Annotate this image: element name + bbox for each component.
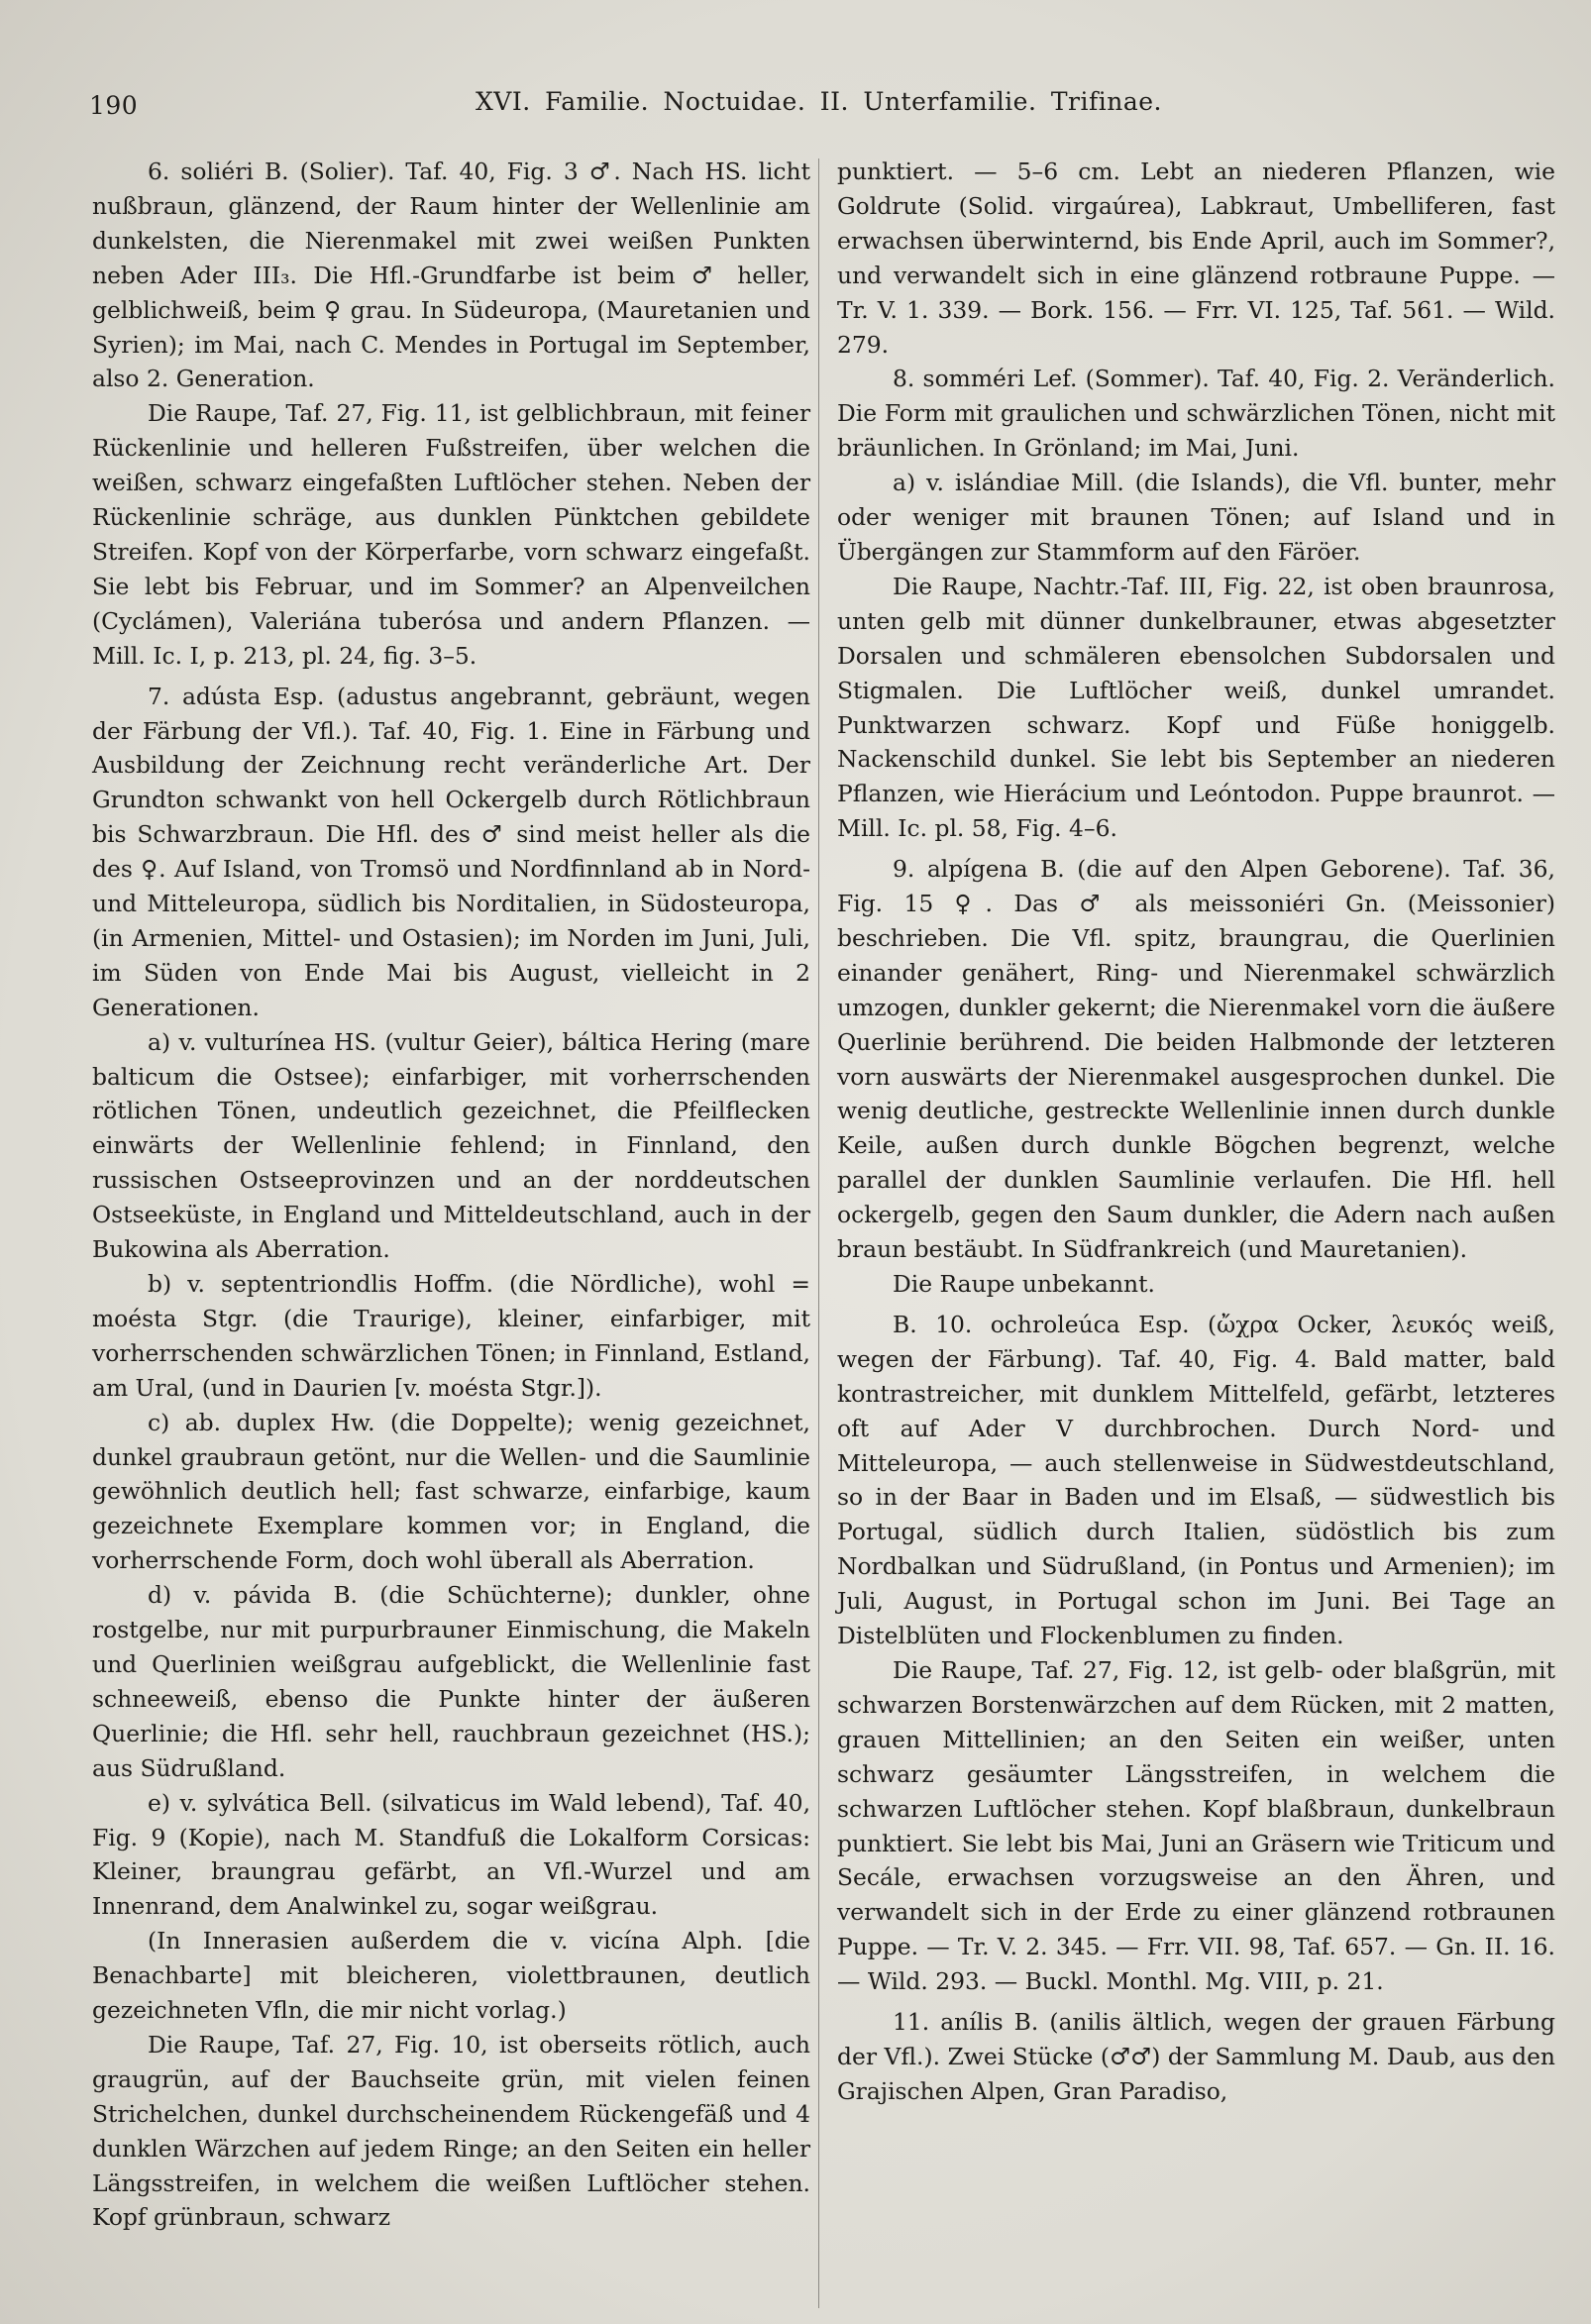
- paragraph-adusta-b: b) v. septentriondlis Hoffm. (die Nördliche), wohl = moésta Stgr. (die Traurige), kleiner, einfarbiger, mit vorherrschenden schwärzlichen Tönen; in Finnland, Estland, am Ural, (und in Daurien [v. moésta Stgr.]).: [92, 1270, 810, 1402]
- paragraph-adusta-a: a) v. vulturínea HS. (vultur Geier), báltica Hering (mare balticum die Ostsee); einfarbiger, mit vorherrschenden rötlichen Tönen, undeutlich gezeichnet, die Pfeilflecken einwärts der Wellenlinie fehlend; in Finnland, den russischen Ostseeprovinzen und an der norddeutschen Ostseeküste, in England und Mitteldeutschland, auch in der Bukowina als Aberration.: [92, 1027, 810, 1264]
- page-number: 190: [89, 91, 139, 120]
- paragraph-ochroleuca: B. 10. ochroleúca Esp. (ὤχρα Ocker, λευκός weiß, wegen der Färbung). Taf. 40, Fig. 4. Bald matter, bald kontrastreicher, mit dunklem Mittelfeld, gefärbt, letzteres oft auf Ader V durchbrochen. Durch Nord- und Mitteleuropa, — auch stellenweise in Südwestdeutschland, so in der Baar in Baden und im Elsaß, — südwestlich bis Portugal, südlich durch Italien, südöstlich bis zum Nordbalkan und Südrußland, (in Pontus und Armenien); im Juli, August, in Portugal schon im Juni. Bei Tage an Distelblüten und Flockenblumen zu finden.: [837, 1310, 1555, 1650]
- running-title: XVI. Familie. Noctuidae. II. Unterfamilie. Trifinae.: [476, 87, 1162, 116]
- paragraph-ochroleuca-raupe: Die Raupe, Taf. 27, Fig. 12, ist gelb- oder blaßgrün, mit schwarzen Borstenwärzchen auf dem Rücken, mit 2 matten, grauen Mittellinien; an den Seiten ein weißer, unten schwarz gesäumter Längsstreifen, in welchem die schwarzen Luftlöcher stehen. Kopf blaßbraun, dunkelbraun punktiert. Sie lebt bis Mai, Juni an Gräsern wie Triticum und Secále, erwachsen vorzugsweise an den Ähren, und verwandelt sich in der Erde zu einer glänzend rotbraunen Puppe. — Tr. V. 2. 345. — Frr. VII. 98, Taf. 657. — Gn. II. 16. — Wild. 293. — Buckl. Monthl. Mg. VIII, p. 21.: [837, 1655, 1555, 1996]
- paragraph-adusta-raupe: Die Raupe, Taf. 27, Fig. 10, ist oberseits rötlich, auch graugrün, auf der Bauchseite grün, mit vielen feinen Strichelchen, dunkel durchscheinendem Rückengefäß und 4 dunklen Wärzchen auf jedem Ringe; an den Seiten ein heller Längsstreifen, in welchem die weißen Luftlöcher stehen. Kopf grünbraun, schwarz: [92, 2030, 810, 2232]
- paragraph-adusta-e: e) v. sylvática Bell. (silvaticus im Wald lebend), Taf. 40, Fig. 9 (Kopie), nach M. Standfuß die Lokalform Corsicas: Kleiner, braungrau gefärbt, an Vfl.-Wurzel und am Innenrand, dem Analwinkel zu, sogar weißgrau.: [92, 1788, 810, 1921]
- paragraph-soliieri: 6. soliéri B. (Solier). Taf. 40, Fig. 3 ♂. Nach HS. licht nußbraun, glänzend, der Raum hinter der Wellenlinie am dunkelsten, die Nierenmakel mit zwei weißen Punkten neben Ader III₃. Die Hfl.-Grundfarbe ist beim ♂ heller, gelblichweiß, beim ♀ grau. In Südeuropa, (Mauretanien und Syrien); im Mai, nach C. Mendes in Portugal im September, also 2. Generation.: [92, 158, 810, 393]
- paragraph-soliieri-raupe: Die Raupe, Taf. 27, Fig. 11, ist gelblichbraun, mit feiner Rückenlinie und helleren Fußstreifen, über welchen die weißen, schwarz eingefaßten Luftlöcher stehen. Neben der Rückenlinie schräge, aus dunklen Pünktchen gebildete Streifen. Kopf von der Körperfarbe, vorn schwarz eingefaßt. Sie lebt bis Februar, und im Sommer? an Alpenveilchen (Cyclámen), Valeriána tuberósa und andern Pflanzen. — Mill. Ic. I, p. 213, pl. 24, fig. 3–5.: [92, 399, 810, 670]
- paragraph-anilis: 11. anílis B. (anilis ältlich, wegen der grauen Färbung der Vfl.). Zwei Stücke (♂♂) der Sammlung M. Daub, aus den Grajischen Alpen, Gran Paradiso,: [837, 2008, 1555, 2105]
- paragraph-alpigena-raupe: Die Raupe unbekannt.: [893, 1270, 1155, 1298]
- column-divider: [818, 158, 819, 2308]
- paragraph-adusta-note: (In Innerasien außerdem die v. vicína Alph. [die Benachbarte] mit bleicheren, violettbraunen, deutlich gezeichneten Vfln, die mir nicht vorlag.): [92, 1927, 810, 2025]
- right-column: [837, 155, 1555, 2109]
- paragraph-sommeri-raupe: Die Raupe, Nachtr.-Taf. III, Fig. 22, ist oben braunrosa, unten gelb mit dünner dunkelbrauner, etwas abgesetzter Dorsalen und schmäleren ebensolchen Subdorsalen und Stigmalen. Die Luftlöcher weiß, dunkel umrandet. Punktwarzen schwarz. Kopf und Füße honiggelb. Nackenschild dunkel. Sie lebt bis September an niederen Pflanzen, wie Hierácium und Leóntodon. Puppe braunrot. — Mill. Ic. pl. 58, Fig. 4–6.: [837, 572, 1555, 843]
- paragraph-adusta-c: c) ab. duplex Hw. (die Doppelte); wenig gezeichnet, dunkel graubraun getönt, nur die Wellen- und die Saumlinie gewöhnlich deutlich hell; fast schwarze, einfarbige, kaum gezeichnete Exemplare kommen vor; in England, die vorherrschende Form, doch wohl überall als Aberration.: [92, 1408, 810, 1575]
- paragraph-adusta-d: d) v. pávida B. (die Schüchterne); dunkler, ohne rostgelbe, nur mit purpurbrauner Einmischung, die Makeln und Querlinien weißgrau aufgeblickt, die Wellenlinie fast schneeweiß, ebenso die Punkte hinter der äußeren Querlinie; die Hfl. sehr hell, rauchbraun gezeichnet (HS.); aus Südrußland.: [92, 1581, 810, 1782]
- paragraph-sommeri-a: a) v. islándiae Mill. (die Islands), die Vfl. bunter, mehr oder weniger mit braunen Tönen; auf Island und in Übergängen zur Stammform auf den Färöer.: [837, 469, 1555, 566]
- paragraph-alpigena: 9. alpígena B. (die auf den Alpen Geborene). Taf. 36, Fig. 15 ♀. Das ♂ als meissoniéri Gn. (Meissonier) beschrieben. Die Vfl. spitz, braungrau, die Querlinien einander genähert, Ring- und Nierenmakel schwärzlich umzogen, dunkler gekernt; die Nierenmakel vorn die äußere Querlinie berührend. Die beiden Halbmonde der letzteren vorn auswärts der Nierenmakel ausgesprochen dunkel. Die wenig deutliche, gestreckte Wellenlinie innen durch dunkle Keile, außen durch dunkle Bögchen begrenzt, welche parallel der dunklen Saumlinie verlaufen. Die Hfl. hell ockergelb, gegen den Saum dunkler, die Adern nach außen braun bestäubt. In Südfrankreich (und Mauretanien).: [837, 855, 1555, 1264]
- paragraph-adusta: 7. adústa Esp. (adustus angebrannt, gebräunt, wegen der Färbung der Vfl.). Taf. 40, Fig. 1. Eine in Färbung und Ausbildung der Zeichnung recht veränderliche Art. Der Grundton schwankt von hell Ockergelb durch Rötlichbraun bis Schwarzbraun. Die Hfl. des ♂ sind meist heller als die des ♀. Auf Island, von Tromsö und Nordfinnland ab in Nord- und Mitteleuropa, südlich bis Norditalien, in Südosteuropa, (in Armenien, Mittel- und Ostasien); im Norden im Juni, Juli, im Süden von Ende Mai bis August, vielleicht in 2 Generationen.: [92, 682, 810, 1021]
- paragraph-sommeri: 8. somméri Lef. (Sommer). Taf. 40, Fig. 2. Veränderlich. Die Form mit graulichen und schwärzlichen Tönen, nicht mit bräunlichen. In Grönland; im Mai, Juni.: [837, 365, 1555, 463]
- left-column: [92, 155, 810, 2235]
- paragraph-continuation: punktiert. — 5–6 cm. Lebt an niederen Pflanzen, wie Goldrute (Solid. virgaúrea), Labkraut, Umbelliferen, fast erwachsen überwinternd, bis Ende April, auch im Sommer?, und verwandelt sich in eine glänzend rotbraune Puppe. — Tr. V. 1. 339. — Bork. 156. — Frr. VI. 125, Taf. 561. — Wild. 279.: [837, 158, 1555, 359]
- page-header: [89, 87, 1555, 127]
